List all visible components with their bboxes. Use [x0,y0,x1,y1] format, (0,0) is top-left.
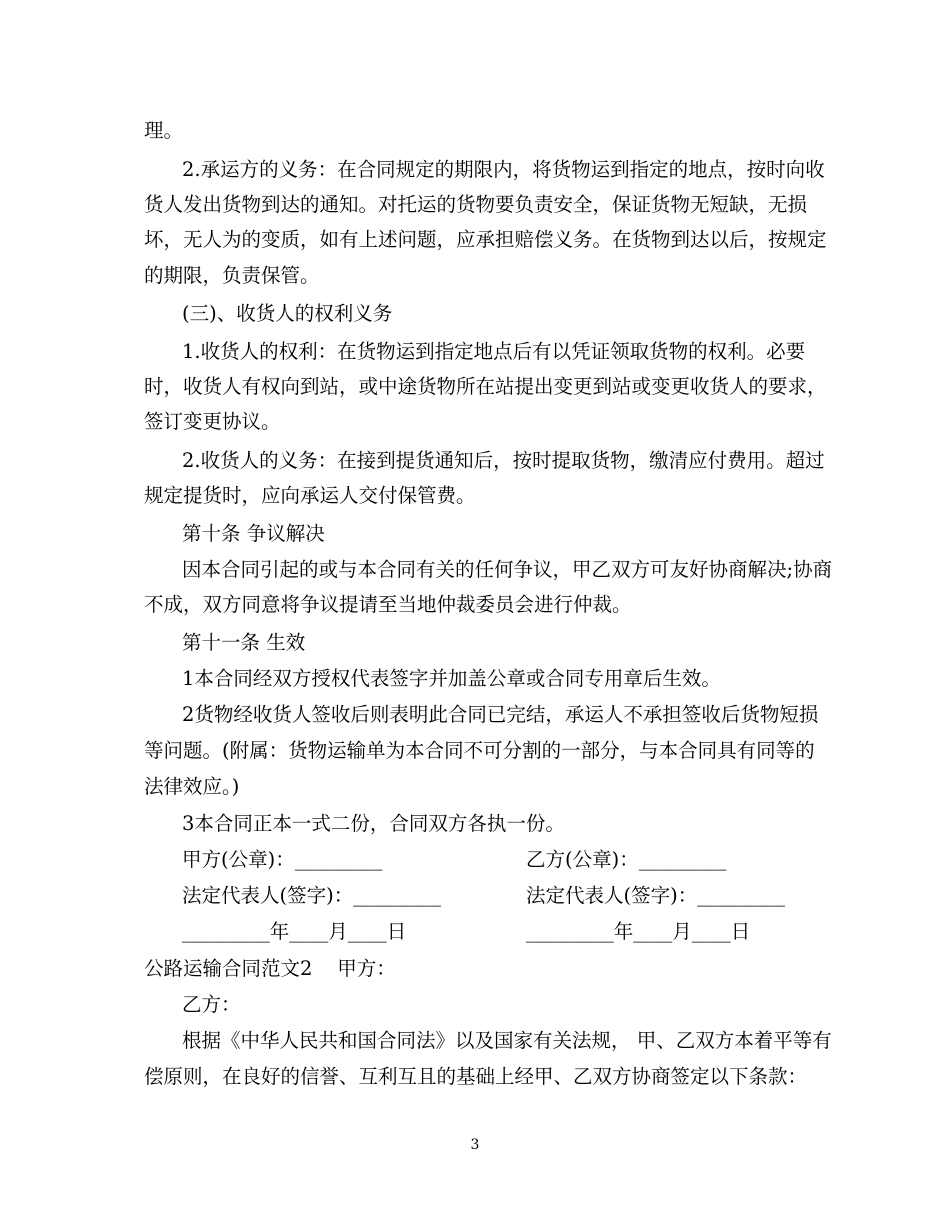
text-line: 时，收货人有权向到站，或中途货物所在站提出变更到站或变更收货人的要求， [144,375,827,398]
party-b-date-field: _________年____月____日 [526,920,751,943]
text-line: 3本合同正本一式二份，合同双方各执一份。 [182,812,565,835]
text-line: 2货物经收货人签收后则表明此合同已完结，承运人不承担签收后货物短损 [182,703,819,726]
text-line: 乙方： [182,993,241,1016]
text-line: 坏，无人为的变质，如有上述问题，应承担赔偿义务。在货物到达以后，按规定 [144,228,827,251]
page-number: 3 [470,1137,480,1153]
party-a-date-field: _________年____月____日 [182,920,407,943]
party-a-rep-field: 法定代表人(签字)：_________ [182,884,441,907]
text-line: 签订变更协议。 [144,410,281,433]
article-heading: 第十一条 生效 [182,631,306,654]
text-line: 1本合同经双方授权代表签字并加盖公章或合同专用章后生效。 [182,667,721,690]
text-line: 货人发出货物到达的通知。对托运的货物要负责安全，保证货物无短缺，无损 [144,193,808,216]
article-heading: 第十条 争议解决 [182,522,325,545]
text-line: 法律效应。) [144,775,240,798]
text-line: 不成，双方同意将争议提请至当地仲裁委员会进行仲裁。 [144,593,632,616]
text-line: 1.收货人的权利：在货物运到指定地点后有以凭证领取货物的权利。必要 [182,340,806,363]
party-a-seal-field: 甲方(公章)：_________ [182,848,383,871]
party-b-seal-field: 乙方(公章)：_________ [526,848,727,871]
text-line: 2.收货人的义务：在接到提货通知后，按时提取货物，缴清应付费用。超过 [182,449,825,472]
text-line: 理。 [144,119,184,142]
text-line: 公路运输合同范文2 甲方： [144,957,396,980]
text-line: 根据《中华人民共和国合同法》以及国家有关法规， 甲、乙双方本着平等有 [182,1029,832,1052]
text-line: 规定提货时，应向承运人交付保管费。 [144,484,476,507]
text-line: 偿原则，在良好的信誉、互利互且的基础上经甲、乙双方协商签定以下条款： [144,1065,808,1088]
section-heading: (三)、收货人的权利义务 [182,302,393,325]
text-line: 2.承运方的义务：在合同规定的期限内，将货物运到指定的地点，按时向收 [182,158,825,181]
party-b-rep-field: 法定代表人(签字)：_________ [526,884,785,907]
text-line: 的期限，负责保管。 [144,264,320,287]
text-line: 等问题。(附属：货物运输单为本合同不可分割的一部分，与本合同具有同等的 [144,739,815,762]
text-line: 因本合同引起的或与本合同有关的任何争议，甲乙双方可友好协商解决;协商 [182,558,833,581]
